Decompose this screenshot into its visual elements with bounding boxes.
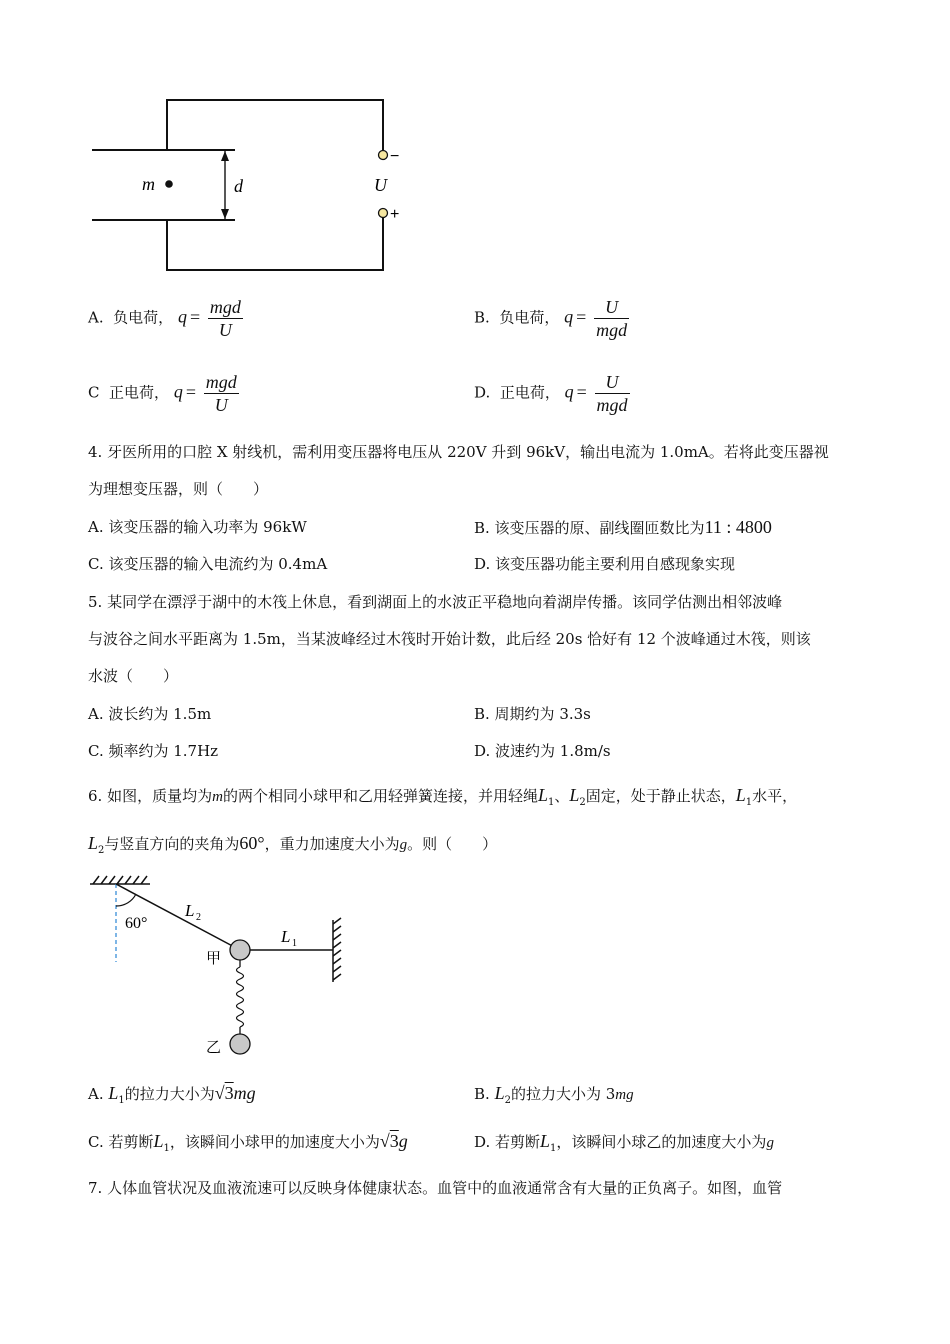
q5-option-b: B. 周期约为 3.3s xyxy=(474,705,591,723)
l2-subscript: 2 xyxy=(196,912,201,923)
q4-option-d: D. 该变压器功能主要利用自感现象实现 xyxy=(474,555,736,573)
q6-option-a: A. $L_1$的拉力大小为√3mg xyxy=(88,1083,256,1106)
q3-option-b: B. 负电荷， q = $\frac{U}{\text{mgd}}$ xyxy=(474,297,628,340)
q4-stem-line1: 4. 牙医所用的口腔 X 射线机，需利用变压器将电压从 220V 升到 96kV，输出电流为 1.0mA。若将此变压器视 xyxy=(88,443,829,461)
q4-option-c: C. 该变压器的输入电流约为 0.4mA xyxy=(88,555,328,573)
q4-stem-line2: 为理想变压器，则（ ） xyxy=(88,480,269,498)
q3-option-c: C 正电荷， q = $\frac{\text{mgd}}{U}$ xyxy=(88,372,237,415)
l1-label: L xyxy=(281,927,291,946)
voltage-label: U xyxy=(374,175,387,195)
l2-label: L xyxy=(185,901,195,920)
fraction: $\frac{U}{\text{mgd}}$ xyxy=(596,297,628,340)
minus-terminal: − xyxy=(390,148,400,165)
q5-option-c: C. 频率约为 1.7Hz xyxy=(88,742,219,760)
q6-stem-line1: 6. 如图，质量均为m的两个相同小球甲和乙用轻弹簧连接，并用轻绳$L_1$、$L_2$固定，处于静止状态，$L_1$水平， xyxy=(88,785,798,808)
fraction: $\frac{\text{mgd}}{U}$ xyxy=(205,372,237,415)
mass-label: m xyxy=(142,174,155,194)
q6-option-c: C. 若剪断$L_1$，该瞬间小球甲的加速度大小为√3g xyxy=(88,1131,408,1154)
capacitor-circuit-figure xyxy=(80,90,420,280)
q7-stem-line1: 7. 人体血管状况及血液流速可以反映身体健康状态。血管中的血液通常含有大量的正负离子。如图，血管 xyxy=(88,1179,783,1197)
q6-option-d: D. 若剪断$L_1$，该瞬间小球乙的加速度大小为g xyxy=(474,1131,774,1154)
q6-stem-line2: $L_2$与竖直方向的夹角为60°，重力加速度大小为g。则（ ） xyxy=(88,833,498,856)
l1-subscript: 1 xyxy=(292,938,297,949)
ball-yi-label: 乙 xyxy=(206,1038,222,1056)
q3-option-a: A. 负电荷， q = $\frac{\text{mgd}}{U}$ xyxy=(88,297,241,340)
q5-option-d: D. 波速约为 1.8m/s xyxy=(474,742,611,760)
q5-option-a: A. 波长约为 1.5m xyxy=(88,705,212,723)
spring-balls-figure xyxy=(85,872,355,1062)
plus-terminal: + xyxy=(390,206,400,223)
fraction: $\frac{\text{mgd}}{U}$ xyxy=(209,297,241,340)
q4-option-a: A. 该变压器的输入功率为 96kW xyxy=(88,518,307,536)
angle-label: 60° xyxy=(125,915,148,932)
fraction: $\frac{U}{\text{mgd}}$ xyxy=(596,372,628,415)
q6-option-b: B. $L_2$的拉力大小为 3mg xyxy=(474,1083,634,1106)
ball-jia-label: 甲 xyxy=(206,949,222,967)
q5-stem-line1: 5. 某同学在漂浮于湖中的木筏上休息，看到湖面上的水波正平稳地向着湖岸传播。该同学估测出相邻波峰 xyxy=(88,593,783,611)
q5-stem-line2: 与波谷之间水平距离为 1.5m，当某波峰经过木筏时开始计数，此后经 20s 恰好有 12 个波峰通过木筏，则该 xyxy=(88,630,811,648)
distance-label: d xyxy=(234,176,243,196)
q4-option-b: B. 该变压器的原、副线圈匝数比为11 : 4800 xyxy=(474,517,772,537)
q5-stem-line3: 水波（ ） xyxy=(88,667,179,685)
q3-option-d: D. 正电荷， q = $\frac{U}{\text{mgd}}$ xyxy=(474,372,628,415)
